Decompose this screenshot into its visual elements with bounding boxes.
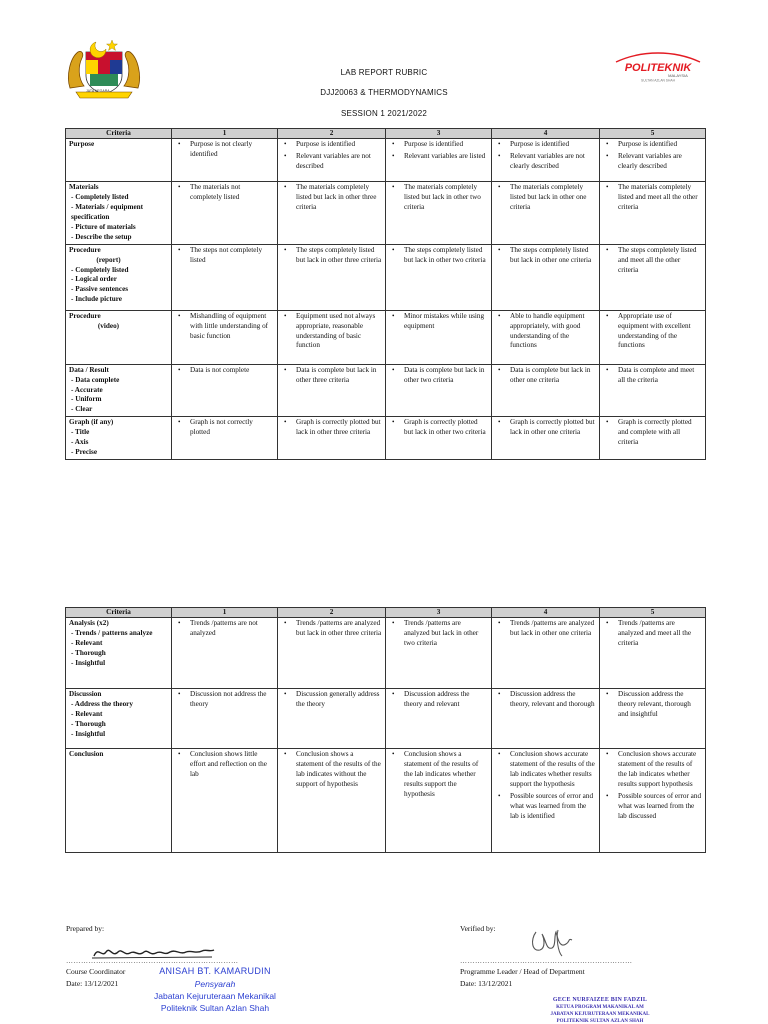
descriptor-item — [281, 366, 382, 386]
descriptor-text: Purpose is identified — [404, 140, 464, 148]
criteria-subitem: - Trends / patterns analyze — [71, 628, 153, 637]
rubric-row — [66, 310, 706, 364]
descriptor-text: Possible sources of error and what was learned from the lab is identified — [510, 791, 594, 820]
criteria-cell — [66, 689, 172, 749]
session-label: SESSION 1 2021/2022 — [340, 109, 428, 118]
descriptor-item — [603, 140, 702, 150]
score-cell-2 — [278, 139, 386, 182]
bullet-icon: • — [606, 791, 609, 800]
column-header-score-5: 5 — [600, 129, 706, 139]
score-cell-2 — [278, 749, 386, 853]
descriptor-item — [389, 183, 488, 213]
bullet-icon: • — [392, 151, 395, 160]
verified-title-stamp: KETUA PROGRAM MAKANIKAL AM — [556, 1005, 644, 1010]
descriptor-text: The materials completely listed but lack in other three criteria — [296, 183, 377, 211]
descriptor-text: Data is complete but lack in other one criteria — [510, 365, 591, 384]
descriptor-text: Discussion address the theory relevant, thorough and insightful — [618, 690, 691, 718]
descriptor-item — [175, 366, 274, 376]
criteria-subitem: - Title — [71, 428, 90, 437]
descriptor-item — [603, 619, 702, 649]
criteria-subitem: - Logical order — [71, 275, 117, 284]
score-cell-1 — [172, 689, 278, 749]
criteria-subitem: - Describe the setup — [71, 232, 132, 241]
criteria-title: Data / Result — [69, 365, 109, 374]
rubric-table-1 — [65, 128, 706, 460]
descriptor-text: Appropriate use of equipment with excellent understanding of the functions — [618, 311, 691, 350]
descriptor-item — [389, 619, 488, 649]
bullet-icon: • — [392, 311, 395, 320]
column-header-score-5: 5 — [600, 608, 706, 618]
bullet-icon: • — [498, 690, 501, 698]
criteria-subitem: - Insightful — [71, 658, 106, 667]
descriptor-text: Conclusion shows little effort and reflection on the lab — [190, 750, 267, 778]
descriptor-item — [603, 690, 702, 720]
descriptor-text: The materials completely listed and meet all the other criteria — [618, 183, 698, 211]
criteria-subitem: - Data complete — [71, 375, 120, 384]
bullet-icon: • — [606, 750, 609, 758]
score-cell-4 — [492, 689, 600, 749]
descriptor-item — [281, 312, 382, 352]
descriptor-text: The steps not completely listed — [190, 245, 263, 264]
descriptor-item — [389, 418, 488, 438]
descriptor-item — [603, 418, 702, 448]
score-cell-2 — [278, 618, 386, 689]
prepared-date: Date: 13/12/2021 — [66, 979, 119, 988]
bullet-icon: • — [284, 245, 287, 254]
descriptor-text: Purpose is not clearly identified — [190, 140, 253, 158]
criteria-cell — [66, 749, 172, 853]
descriptor-text: Graph is correctly plotted and complete with all criteria — [618, 418, 692, 447]
score-cell-1 — [172, 749, 278, 853]
score-cell-5 — [600, 749, 706, 853]
verified-inst-stamp: POLITEKNIK SULTAN AZLAN SHAH — [556, 1019, 644, 1024]
criteria-subitem: - Relevant — [71, 638, 103, 647]
verified-date: Date: 13/12/2021 — [460, 979, 513, 988]
column-header-score-4: 4 — [492, 129, 600, 139]
score-cell-5 — [600, 182, 706, 245]
bullet-icon: • — [392, 619, 395, 627]
bullet-icon: • — [606, 140, 609, 148]
bullet-icon: • — [606, 151, 609, 160]
verified-signature — [528, 926, 576, 958]
score-cell-2 — [278, 310, 386, 364]
criteria-cell — [66, 244, 172, 310]
descriptor-text: Trends /patterns are analyzed but lack in other two criteria — [404, 619, 479, 647]
descriptor-item — [281, 183, 382, 213]
rubric-row — [66, 417, 706, 460]
column-header-score-2: 2 — [278, 129, 386, 139]
descriptor-text: Purpose is identified — [510, 140, 570, 148]
criteria-cell — [66, 364, 172, 417]
politeknik-logo — [612, 52, 704, 82]
column-header-score-1: 1 — [172, 129, 278, 139]
score-cell-2 — [278, 244, 386, 310]
score-cell-4 — [492, 417, 600, 460]
criteria-cell — [66, 310, 172, 364]
verified-signature-line: …………………………………………………………… — [460, 957, 633, 965]
criteria-subitem: - Accurate — [71, 385, 103, 394]
descriptor-text: Graph is correctly plotted but lack in other one criteria — [510, 418, 595, 437]
verified-role: Programme Leader / Head of Department — [460, 967, 585, 976]
criteria-title: Analysis (x2) — [69, 619, 109, 627]
descriptor-item — [175, 690, 274, 710]
bullet-icon: • — [284, 750, 287, 758]
criteria-qualifier: (report) — [96, 255, 121, 264]
descriptor-text: Mishandling of equipment with little understanding of basic function — [190, 311, 269, 340]
descriptor-item — [281, 619, 382, 639]
bullet-icon: • — [178, 311, 181, 320]
score-cell-3 — [386, 182, 492, 245]
descriptor-item — [603, 792, 702, 822]
criteria-title: Graph (if any) — [69, 418, 114, 427]
criteria-subitem: - Completely listed — [71, 192, 129, 201]
bullet-icon: • — [178, 245, 181, 254]
bullet-icon: • — [606, 690, 609, 698]
descriptor-text: Trends /patterns are not analyzed — [190, 619, 258, 637]
descriptor-text: Trends /patterns are analyzed and meet all the criteria — [618, 619, 692, 647]
descriptor-item — [281, 690, 382, 710]
bullet-icon: • — [392, 418, 395, 427]
bullet-icon: • — [178, 690, 181, 698]
score-cell-1 — [172, 139, 278, 182]
descriptor-text: The steps completely listed and meet all the other criteria — [618, 245, 697, 274]
criteria-subitem: - Passive sentences — [71, 285, 129, 294]
criteria-cell — [66, 182, 172, 245]
score-cell-3 — [386, 749, 492, 853]
descriptor-text: Equipment used not always appropriate, reasonable understanding of basic function — [296, 311, 376, 350]
descriptor-item — [175, 312, 274, 342]
score-cell-1 — [172, 417, 278, 460]
prepared-inst-stamp: Politeknik Sultan Azlan Shah — [160, 1003, 270, 1013]
descriptor-text: Data is complete and meet all the criteria — [618, 365, 695, 384]
column-header-score-3: 3 — [386, 129, 492, 139]
score-cell-2 — [278, 417, 386, 460]
score-cell-5 — [600, 244, 706, 310]
descriptor-item — [495, 246, 596, 266]
descriptor-text: Graph is correctly plotted but lack in other two criteria — [404, 418, 486, 437]
bullet-icon: • — [178, 140, 181, 148]
score-cell-1 — [172, 618, 278, 689]
verified-dept-stamp: JABATAN KEJURUTERAAN MEKANIKAL — [550, 1012, 650, 1017]
descriptor-item — [281, 152, 382, 172]
descriptor-item — [389, 750, 488, 800]
criteria-subitem: - Uniform — [71, 395, 102, 404]
bullet-icon: • — [606, 619, 609, 627]
descriptor-item — [175, 619, 274, 639]
descriptor-item — [495, 619, 596, 639]
descriptor-item — [495, 140, 596, 150]
descriptor-text: Conclusion shows a statement of the results of the lab indicates without the support of hypothesis — [296, 750, 381, 788]
bullet-icon: • — [392, 365, 395, 374]
column-header-score-4: 4 — [492, 608, 600, 618]
bullet-icon: • — [284, 365, 287, 374]
bullet-icon: • — [498, 750, 501, 758]
descriptor-text: The steps completely listed but lack in other three criteria — [296, 245, 382, 264]
verified-name-stamp: GECE NURFAIZEE BIN FADZIL — [552, 997, 648, 1003]
rubric-row — [66, 364, 706, 417]
score-cell-2 — [278, 182, 386, 245]
descriptor-text: Discussion not address the theory — [190, 690, 267, 708]
score-cell-1 — [172, 364, 278, 417]
descriptor-text: Minor mistakes while using equipment — [404, 311, 485, 330]
score-cell-4 — [492, 244, 600, 310]
bullet-icon: • — [178, 365, 181, 374]
descriptor-item — [281, 246, 382, 266]
criteria-title: Procedure — [69, 311, 101, 320]
bullet-icon: • — [606, 418, 609, 427]
bullet-icon: • — [498, 140, 501, 148]
bullet-icon: • — [498, 183, 501, 191]
score-cell-5 — [600, 139, 706, 182]
bullet-icon: • — [606, 311, 609, 320]
criteria-title: Discussion — [69, 690, 102, 698]
descriptor-item — [389, 152, 488, 162]
crest-caption: JATA NEGARA — [86, 89, 110, 93]
bullet-icon: • — [606, 183, 609, 191]
criteria-subitem: - Address the theory — [71, 699, 133, 708]
descriptor-item — [603, 750, 702, 790]
bullet-icon: • — [178, 750, 181, 758]
criteria-subitem: - Axis — [71, 438, 89, 447]
prepared-title-stamp: Pensyarah — [194, 979, 236, 989]
bullet-icon: • — [392, 140, 395, 148]
score-cell-5 — [600, 689, 706, 749]
column-header-score-1: 1 — [172, 608, 278, 618]
score-cell-3 — [386, 618, 492, 689]
rubric-table-2 — [65, 607, 706, 853]
score-cell-3 — [386, 364, 492, 417]
descriptor-item — [175, 246, 274, 266]
descriptor-text: The steps completely listed but lack in other one criteria — [510, 245, 592, 264]
bullet-icon: • — [284, 140, 287, 148]
descriptor-item — [175, 183, 274, 203]
bullet-icon: • — [284, 311, 287, 320]
criteria-subitem: - Materials / equipment specification — [71, 202, 144, 221]
descriptor-text: The steps completely listed but lack in other two criteria — [404, 245, 486, 264]
bullet-icon: • — [498, 619, 501, 627]
bullet-icon: • — [284, 183, 287, 191]
score-cell-4 — [492, 310, 600, 364]
prepared-name-stamp: ANISAH BT. KAMARUDIN — [159, 966, 271, 976]
bullet-icon: • — [498, 151, 501, 160]
score-cell-3 — [386, 417, 492, 460]
descriptor-text: Data is not complete — [190, 365, 250, 374]
bullet-icon: • — [498, 311, 501, 320]
descriptor-text: Graph is not correctly plotted — [190, 418, 253, 437]
criteria-subitem: - Clear — [71, 405, 93, 414]
descriptor-text: Able to handle equipment appropriately, with good understanding of the functions — [510, 311, 585, 350]
descriptor-text: Relevant variables are not clearly described — [510, 151, 585, 170]
prepared-signature-line: …………………………………………………………… — [66, 957, 239, 965]
descriptor-text: Possible sources of error and what was learned from the lab discussed — [618, 791, 702, 820]
score-cell-5 — [600, 364, 706, 417]
score-cell-3 — [386, 689, 492, 749]
column-header-score-2: 2 — [278, 608, 386, 618]
descriptor-item — [389, 312, 488, 332]
column-header-criteria: Criteria — [66, 129, 172, 139]
criteria-qualifier: (video) — [97, 321, 120, 330]
descriptor-item — [175, 418, 274, 438]
descriptor-item — [389, 140, 488, 150]
rubric-row — [66, 244, 706, 310]
criteria-subitem: - Completely listed — [71, 265, 129, 274]
descriptor-text: Relevant variables are clearly described — [618, 151, 682, 170]
prepared-by-label: Prepared by: — [66, 924, 105, 933]
descriptor-text: Purpose is identified — [618, 140, 678, 148]
bullet-icon: • — [178, 619, 181, 627]
prepared-role: Course Coordinator — [66, 967, 126, 976]
verified-by-label: Verified by: — [460, 924, 496, 933]
descriptor-item — [603, 366, 702, 386]
descriptor-text: Conclusion shows a statement of the results of the lab indicates whether results support the hypothesis — [404, 750, 479, 798]
score-cell-4 — [492, 182, 600, 245]
rubric-row — [66, 182, 706, 245]
bullet-icon: • — [606, 365, 609, 374]
bullet-icon: • — [392, 245, 395, 254]
criteria-title: Conclusion — [69, 750, 104, 758]
score-cell-1 — [172, 182, 278, 245]
criteria-title: Materials — [69, 183, 99, 191]
descriptor-text: Discussion generally address the theory — [296, 690, 380, 708]
descriptor-item — [495, 183, 596, 213]
criteria-cell — [66, 618, 172, 689]
descriptor-text: Conclusion shows accurate statement of the results of the lab indicates whether results support hypothesis — [618, 750, 697, 788]
logo-text: POLITEKNIK — [624, 62, 692, 74]
criteria-cell — [66, 417, 172, 460]
descriptor-text: Data is complete but lack in other three criteria — [296, 365, 377, 384]
bullet-icon: • — [284, 690, 287, 698]
rubric-row — [66, 749, 706, 853]
prepared-dept-stamp: Jabatan Kejuruteraan Mekanikal — [154, 991, 276, 1001]
descriptor-text: The materials completely listed but lack in other two criteria — [404, 183, 481, 211]
score-cell-5 — [600, 618, 706, 689]
criteria-subitem: - Include picture — [71, 295, 122, 304]
bullet-icon: • — [392, 750, 395, 758]
bullet-icon: • — [178, 183, 181, 191]
score-cell-5 — [600, 310, 706, 364]
bullet-icon: • — [178, 418, 181, 427]
descriptor-text: Trends /patterns are analyzed but lack in other three criteria — [296, 619, 382, 637]
criteria-subitem: - Insightful — [71, 729, 106, 738]
descriptor-item — [389, 366, 488, 386]
descriptor-item — [281, 418, 382, 438]
column-header-criteria: Criteria — [66, 608, 172, 618]
descriptor-text: The materials not completely listed — [190, 183, 241, 201]
bullet-icon: • — [284, 619, 287, 627]
score-cell-4 — [492, 749, 600, 853]
descriptor-item — [495, 750, 596, 790]
criteria-cell — [66, 139, 172, 182]
rubric-row — [66, 139, 706, 182]
descriptor-item — [603, 152, 702, 172]
bullet-icon: • — [498, 418, 501, 427]
descriptor-text: Discussion address the theory and relevant — [404, 690, 470, 708]
score-cell-4 — [492, 364, 600, 417]
descriptor-item — [603, 246, 702, 276]
descriptor-text: Data is complete but lack in other two criteria — [404, 365, 485, 384]
bullet-icon: • — [498, 245, 501, 254]
descriptor-text: Graph is correctly plotted but lack in other three criteria — [296, 418, 381, 437]
descriptor-item — [495, 152, 596, 172]
descriptor-item — [495, 418, 596, 438]
descriptor-text: Trends /patterns are analyzed but lack in other one criteria — [510, 619, 595, 637]
descriptor-text: Conclusion shows accurate statement of the results of the lab indicates whether results support the hypothesis — [510, 750, 595, 788]
score-cell-1 — [172, 310, 278, 364]
bullet-icon: • — [392, 183, 395, 191]
column-header-score-3: 3 — [386, 608, 492, 618]
descriptor-item — [389, 690, 488, 710]
descriptor-item — [495, 312, 596, 352]
descriptor-text: Purpose is identified — [296, 140, 356, 148]
criteria-subitem: - Precise — [71, 448, 98, 457]
descriptor-text: Relevant variables are not described — [296, 151, 371, 170]
descriptor-text: Relevant variables are listed — [404, 151, 486, 160]
criteria-title: Procedure — [69, 245, 101, 254]
bullet-icon: • — [284, 151, 287, 160]
score-cell-2 — [278, 364, 386, 417]
rubric-row — [66, 618, 706, 689]
descriptor-item — [603, 183, 702, 213]
bullet-icon: • — [392, 690, 395, 698]
page-title: LAB REPORT RUBRIC — [340, 68, 428, 77]
bullet-icon: • — [284, 418, 287, 427]
criteria-subitem: - Picture of materials — [71, 222, 136, 231]
score-cell-3 — [386, 139, 492, 182]
score-cell-1 — [172, 244, 278, 310]
descriptor-item — [495, 366, 596, 386]
descriptor-text: Discussion address the theory, relevant and thorough — [510, 690, 595, 708]
descriptor-item — [175, 140, 274, 160]
score-cell-2 — [278, 689, 386, 749]
bullet-icon: • — [498, 791, 501, 800]
logo-tag: SULTAN AZLAN SHAH — [641, 78, 675, 82]
descriptor-item — [495, 792, 596, 822]
score-cell-5 — [600, 417, 706, 460]
descriptor-item — [281, 140, 382, 150]
score-cell-3 — [386, 244, 492, 310]
descriptor-text: The materials completely listed but lack in other one criteria — [510, 183, 587, 211]
criteria-title: Purpose — [69, 140, 95, 148]
rubric-row — [66, 689, 706, 749]
criteria-subitem: - Relevant — [71, 709, 103, 718]
criteria-subitem: - Thorough — [71, 719, 106, 728]
score-cell-4 — [492, 139, 600, 182]
descriptor-item — [281, 750, 382, 790]
course-code: DJJ20063 & THERMODYNAMICS — [320, 88, 448, 97]
bullet-icon: • — [498, 365, 501, 374]
descriptor-item — [175, 750, 274, 780]
descriptor-item — [389, 246, 488, 266]
descriptor-item — [603, 312, 702, 352]
score-cell-4 — [492, 618, 600, 689]
logo-sub: MALAYSIA — [668, 73, 688, 78]
score-cell-3 — [386, 310, 492, 364]
bullet-icon: • — [606, 245, 609, 254]
descriptor-item — [495, 690, 596, 710]
criteria-subitem: - Thorough — [71, 648, 106, 657]
